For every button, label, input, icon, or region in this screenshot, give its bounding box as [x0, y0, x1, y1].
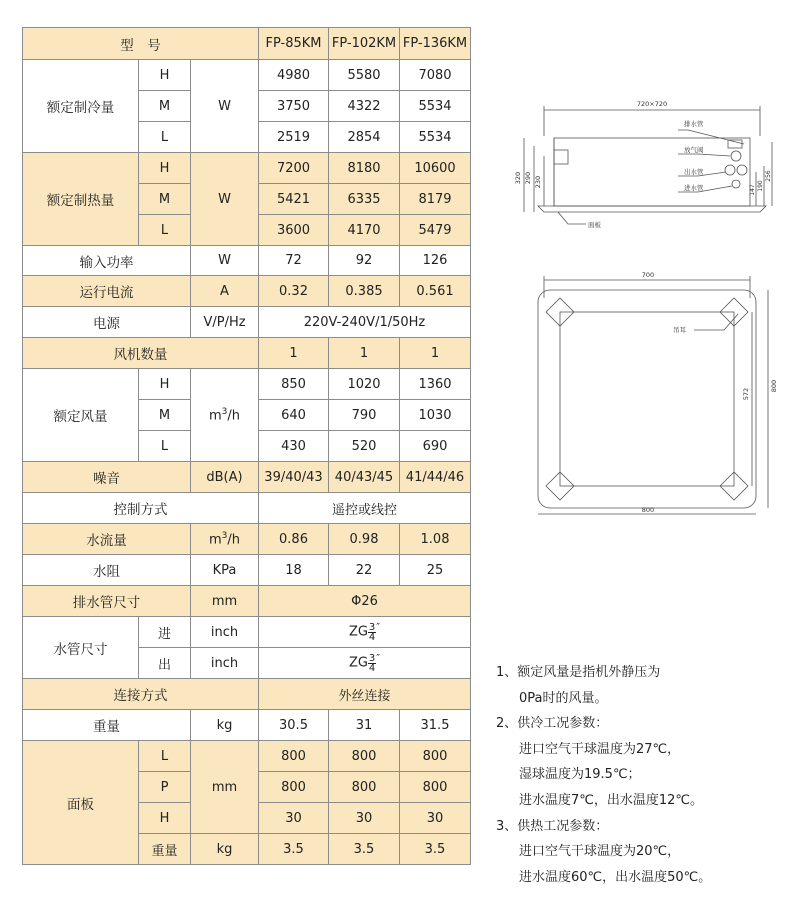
value-cell: 4170	[329, 215, 400, 246]
leader-line	[678, 154, 730, 156]
unit-cell: mm	[191, 586, 259, 617]
table-row-water-resistance	[23, 555, 471, 586]
input-power-label: 输入功率	[23, 246, 191, 276]
value-cell: 1030	[400, 400, 471, 431]
dimension-label: 572	[742, 387, 750, 401]
unit-cell: W	[191, 60, 259, 153]
unit-cell	[191, 369, 259, 462]
leader-line	[558, 212, 586, 224]
value-cell: 72	[259, 246, 329, 276]
unit-outline	[560, 312, 734, 486]
value-cell: 30	[400, 803, 471, 834]
power-supply-label: 电源	[23, 307, 191, 338]
value-cell: 800	[329, 772, 400, 803]
unit-cell	[191, 524, 259, 555]
fraction-numerator: 3	[368, 652, 376, 664]
unit-cell: W	[191, 153, 259, 246]
value-cell: 126	[400, 246, 471, 276]
level-cell: L	[139, 741, 191, 772]
table-row-airflow-h	[23, 369, 471, 400]
level-cell: L	[139, 215, 191, 246]
unit-base: m	[208, 532, 222, 548]
dimension-label: 700	[641, 271, 655, 279]
dimension-label: 720×720	[636, 100, 668, 108]
value-cell: 2854	[329, 122, 400, 153]
value-cell: 3.5	[329, 834, 400, 865]
panel-label: 面板	[23, 741, 139, 865]
unit-cell: inch	[191, 617, 259, 648]
unit-cell: KPa	[191, 555, 259, 586]
value-cell: 3600	[259, 215, 329, 246]
callout-label: 面板	[588, 221, 601, 229]
unit-cell: inch	[191, 648, 259, 679]
table-row-cooling-h	[23, 60, 471, 91]
value-cell: 220V-240V/1/50Hz	[259, 307, 471, 338]
value-cell: 22	[329, 555, 400, 586]
note-line: 进水温度60℃，出水温度50℃。	[519, 869, 712, 885]
noise-label: 噪音	[23, 462, 191, 493]
water-resistance-label: 水阻	[23, 555, 191, 586]
outlet-pipe	[737, 165, 747, 175]
value-cell	[259, 617, 471, 648]
table-row-fan-count	[23, 338, 471, 369]
inlet-pipe	[732, 180, 740, 188]
value-cell: 3750	[259, 91, 329, 122]
value-cell: 18	[259, 555, 329, 586]
unit-tail: /h	[227, 532, 241, 548]
note-line: 进水温度7℃，出水温度12℃。	[519, 792, 704, 808]
value-cell: 800	[329, 741, 400, 772]
unit-cell: kg	[191, 710, 259, 741]
value-cell: 外丝连接	[259, 679, 471, 710]
table-row-drain-size	[23, 586, 471, 617]
control-label: 控制方式	[23, 493, 259, 524]
level-cell: H	[139, 153, 191, 184]
table-row-noise	[23, 462, 471, 493]
drain-size-label: 排水管尺寸	[23, 586, 191, 617]
callout-label: 吊耳	[673, 326, 686, 334]
dimension-label: 800	[770, 379, 778, 393]
dimension-label: 190	[757, 180, 764, 192]
notes	[496, 660, 796, 890]
inch-mark: ″	[376, 622, 381, 634]
fraction-numerator: 3	[368, 621, 376, 633]
value-cell	[259, 648, 471, 679]
value-cell: 4980	[259, 60, 329, 91]
level-cell: M	[139, 91, 191, 122]
value-cell: 800	[400, 741, 471, 772]
table-row-input-power	[23, 246, 471, 276]
inch-mark: ″	[376, 653, 381, 665]
value-cell: 2519	[259, 122, 329, 153]
side-view-drawing	[498, 96, 788, 236]
dimension-label: 800	[641, 506, 655, 514]
callout-label: 出水管	[684, 168, 704, 176]
note-line: 进口空气干球温度为27℃，	[519, 741, 681, 757]
note-line: 1、额定风量是指机外静压为	[496, 665, 661, 680]
unit-tail: /h	[227, 408, 241, 424]
dimension-label: 256	[765, 170, 772, 182]
direction-cell: 出	[139, 648, 191, 679]
value-cell: 5534	[400, 91, 471, 122]
value-cell: 8179	[400, 184, 471, 215]
value-cell: 遥控或线控	[259, 493, 471, 524]
value-cell: 92	[329, 246, 400, 276]
fraction-denominator: 4	[368, 631, 376, 643]
drain-pipe	[728, 140, 742, 148]
table-row-pipe-in	[23, 617, 471, 648]
value-cell: 39/40/43	[259, 462, 329, 493]
level-cell: M	[139, 184, 191, 215]
value-cell: 800	[259, 741, 329, 772]
value-cell: 7200	[259, 153, 329, 184]
table-row-connection	[23, 679, 471, 710]
unit-cell: V/P/Hz	[191, 307, 259, 338]
value-cell: Φ26	[259, 586, 471, 617]
table-row-water-flow	[23, 524, 471, 555]
vent-valve	[731, 151, 741, 161]
dimension-label: 320	[514, 171, 522, 185]
unit-sup: 3	[221, 406, 228, 417]
pipe-size-label: 水管尺寸	[23, 617, 139, 679]
spec-table	[22, 27, 471, 865]
value-cell: 5534	[400, 122, 471, 153]
level-cell: L	[139, 431, 191, 462]
value-cell: 790	[329, 400, 400, 431]
outlet-pipe	[725, 165, 735, 175]
note-line: 进口空气干球温度为20℃，	[519, 844, 681, 860]
weight-label: 重量	[23, 710, 191, 741]
value-cell: 25	[400, 555, 471, 586]
current-label: 运行电流	[23, 276, 191, 307]
value-cell: 800	[259, 772, 329, 803]
table-row-control	[23, 493, 471, 524]
unit-cell: A	[191, 276, 259, 307]
value-cell: 800	[400, 772, 471, 803]
value-cell: 1	[400, 338, 471, 369]
callout-label: 进水管	[684, 184, 704, 192]
model-name: FP-136KM	[400, 28, 471, 60]
unit-body	[554, 138, 750, 206]
connection-label: 连接方式	[23, 679, 259, 710]
panel-outline	[538, 290, 756, 508]
airflow-label: 额定风量	[23, 369, 139, 462]
value-cell: 1360	[400, 369, 471, 400]
value-cell: 10600	[400, 153, 471, 184]
value-cell: 690	[400, 431, 471, 462]
note-line: 湿球温度为19.5℃；	[519, 767, 641, 783]
callout-label: 放气阀	[684, 146, 704, 154]
cooling-label: 额定制冷量	[23, 60, 139, 153]
level-cell: H	[139, 803, 191, 834]
leader-line	[678, 130, 744, 144]
value-cell: 8180	[329, 153, 400, 184]
unit-sup: 3	[221, 530, 228, 541]
leader-line	[694, 314, 738, 330]
value-cell: 5479	[400, 215, 471, 246]
value-cell: 5421	[259, 184, 329, 215]
panel-base	[538, 206, 766, 212]
direction-cell: 进	[139, 617, 191, 648]
model-name: FP-85KM	[259, 28, 329, 60]
dimension-label: 230	[534, 175, 542, 189]
level-cell: M	[139, 400, 191, 431]
value-cell: 3.5	[259, 834, 329, 865]
water-flow-label: 水流量	[23, 524, 191, 555]
note-line: 0Pa时的风量。	[519, 690, 608, 706]
table-row-current	[23, 276, 471, 307]
value-cell: 30	[329, 803, 400, 834]
value-cell: 4322	[329, 91, 400, 122]
level-cell: 重量	[139, 834, 191, 865]
dimension-label: 290	[524, 171, 532, 185]
callout-label: 排水管	[684, 120, 704, 128]
value-cell: 31.5	[400, 710, 471, 741]
table-row-heating-h	[23, 153, 471, 184]
table-row-panel-l	[23, 741, 471, 772]
dimension-label: 147	[749, 184, 756, 196]
fraction-denominator: 4	[368, 662, 376, 674]
junction-box	[554, 150, 568, 164]
table-row-model	[23, 28, 471, 60]
note-line: 3、供热工况参数：	[496, 818, 609, 834]
value-cell: 640	[259, 400, 329, 431]
unit-base: m	[208, 408, 222, 424]
value-cell: 850	[259, 369, 329, 400]
value-cell: 31	[329, 710, 400, 741]
fan-count-label: 风机数量	[23, 338, 259, 369]
value-cell: 41/44/46	[400, 462, 471, 493]
unit-cell: kg	[191, 834, 259, 865]
level-cell: H	[139, 60, 191, 91]
value-cell: 6335	[329, 184, 400, 215]
thread-prefix: ZG	[348, 624, 368, 640]
value-cell: 1	[259, 338, 329, 369]
value-cell: 3.5	[400, 834, 471, 865]
value-cell: 30.5	[259, 710, 329, 741]
thread-prefix: ZG	[348, 655, 368, 671]
value-cell: 30	[259, 803, 329, 834]
value-cell: 7080	[400, 60, 471, 91]
table-row-power-supply	[23, 307, 471, 338]
unit-cell: mm	[191, 741, 259, 834]
value-cell: 430	[259, 431, 329, 462]
model-name: FP-102KM	[329, 28, 400, 60]
unit-cell: W	[191, 246, 259, 276]
value-cell: 1	[329, 338, 400, 369]
value-cell: 0.385	[329, 276, 400, 307]
model-header: 型 号	[23, 28, 259, 60]
value-cell: 40/43/45	[329, 462, 400, 493]
heating-label: 额定制热量	[23, 153, 139, 246]
value-cell: 0.32	[259, 276, 329, 307]
value-cell: 520	[329, 431, 400, 462]
table-row-weight	[23, 710, 471, 741]
level-cell: P	[139, 772, 191, 803]
level-cell: H	[139, 369, 191, 400]
value-cell: 0.561	[400, 276, 471, 307]
value-cell: 0.98	[329, 524, 400, 555]
value-cell: 1.08	[400, 524, 471, 555]
value-cell: 1020	[329, 369, 400, 400]
top-view-drawing	[498, 268, 788, 518]
level-cell: L	[139, 122, 191, 153]
note-line: 2、供冷工况参数：	[496, 716, 609, 732]
value-cell: 0.86	[259, 524, 329, 555]
unit-cell: dB(A)	[191, 462, 259, 493]
value-cell: 5580	[329, 60, 400, 91]
